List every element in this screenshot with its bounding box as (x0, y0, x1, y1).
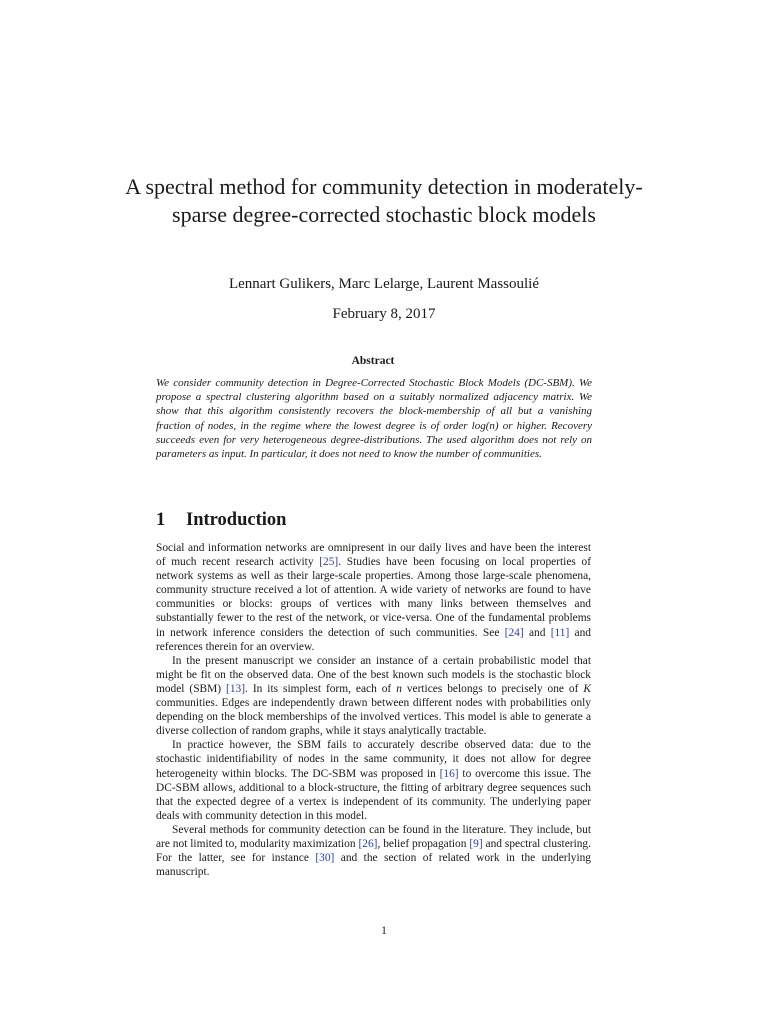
citation-link[interactable]: [13] (226, 682, 246, 695)
paragraph-text: communities. Edges are independently drawn between different nodes with probabilities only depending on the block memberships of the involved vertices. This model is able to generate a diverse collection of random graphs, while it stays analytically tractable. (156, 697, 591, 738)
math-variable: K (583, 682, 591, 695)
paragraph-text: Several methods for community detection can be found in the literature. They include, but are not limited to, modularity maximization (156, 823, 591, 850)
citation-link[interactable]: [26] (358, 837, 378, 850)
paragraph-text: to overcome this issue. The DC-SBM allows, additional to a block-structure, the fitting of arbitrary degree sequences such that the expected degree of a vertex is independent of its community. The underlying paper deals with community detection in this model. (156, 767, 591, 822)
paragraph-text: . Studies have been focusing on local properties of network systems as well as their large-scale properties. Among those large-scale phenomena, community structure received a lot of attention. A wide variety of networks are found to have communities or blocks: groups of vertices with many links between themselves and substantially fewer to the rest of the network, or vice-versa. One of the fundamental problems in network inference considers the detection of such communities. See (156, 556, 591, 639)
introduction-body (156, 541, 591, 879)
paragraph-text: and spectral clustering. For the latter, see for instance (156, 837, 591, 865)
paragraph-4 (156, 823, 591, 879)
paragraph-2 (156, 654, 591, 739)
paragraph-text: . In its simplest form, each of (245, 682, 397, 695)
paragraph-text: vertices belongs to precisely one of (401, 682, 584, 695)
paragraph-3 (156, 738, 591, 823)
citation-link[interactable]: [16] (439, 767, 459, 780)
citation-link[interactable]: [24] (504, 626, 524, 639)
paragraph-text: , belief propagation (377, 837, 470, 850)
paragraph-text: Social and information networks are omnipresent in our daily lives and have been the interest of much recent research activity (156, 542, 591, 569)
citation-link[interactable]: [25] (319, 556, 339, 569)
paragraph-1 (156, 541, 591, 654)
abstract-heading: Abstract (351, 355, 395, 367)
citation-link[interactable]: [11] (550, 626, 570, 639)
paper-authors: Lennart Gulikers, Marc Lelarge, Laurent Massoulié (228, 276, 540, 292)
page-number: 1 (381, 925, 387, 937)
abstract-text: We consider community detection in Degree-Corrected Stochastic Block Models (DC-SBM). We propose a spectral clustering algorithm based on a suitably normalized adjacency matrix. We show that this algorithm consistently recovers the block-membership of all but a vanishing fraction of nodes, in the regime where the lowest degree is of order log(n) or higher. Recovery succeeds even for very heterogeneous degree-distributions. The used algorithm does not rely on parameters as input. In particular, it does not need to know the number of communities. (156, 377, 592, 461)
paragraph-text: and (523, 626, 551, 639)
paragraph-text: In practice however, the SBM fails to accurately describe observed data: due to the stochastic inidentifiability of nodes in the same community, it does not allow for degree heterogeneity within blocks. The DC-SBM was proposed in (156, 739, 591, 780)
section-heading-introduction (156, 508, 286, 532)
section-title: Introduction (186, 510, 287, 530)
section-number: 1 (156, 510, 166, 530)
citation-link[interactable]: [30] (315, 852, 335, 865)
math-variable: n (396, 682, 402, 695)
paper-date: February 8, 2017 (332, 306, 436, 322)
paragraph-text: and references therein for an overview. (156, 626, 591, 653)
paper-title: A spectral method for community detection in moderately-sparse degree-corrected stochastic block models (125, 174, 643, 227)
citation-link[interactable]: [9] (469, 837, 483, 850)
paragraph-text: and the section of related work in the underlying manuscript. (156, 852, 591, 879)
paragraph-text: In the present manuscript we consider an instance of a certain probabilistic model that might be fit on the observed data. One of the best known such models is the stochastic block model (SBM) (156, 654, 591, 695)
